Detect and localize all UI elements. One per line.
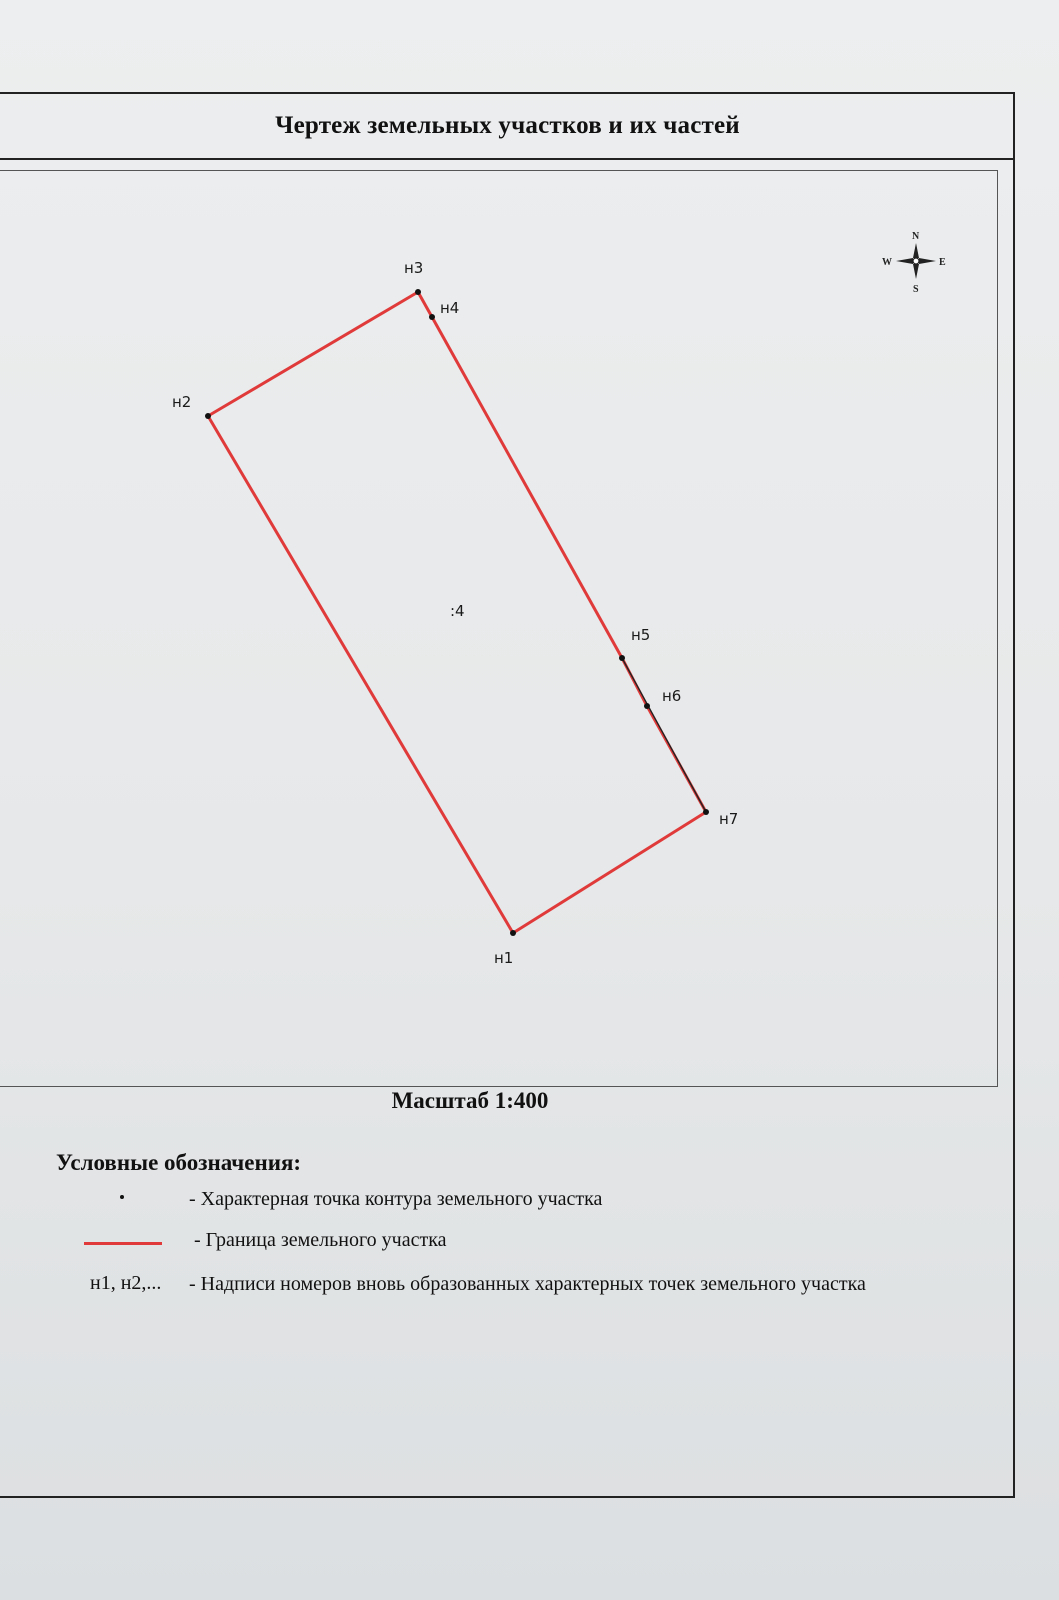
dot-icon xyxy=(120,1195,124,1199)
compass-north-label: N xyxy=(912,231,920,242)
point-marker-h3 xyxy=(415,289,421,295)
boundary-segment-h3-h4 xyxy=(418,292,432,317)
legend-item-boundary xyxy=(0,1228,1000,1260)
boundary-segment-h7-h1 xyxy=(513,812,706,933)
point-marker-h5 xyxy=(619,655,625,661)
legend-item-point xyxy=(0,1188,1000,1220)
point-marker-h1 xyxy=(510,930,516,936)
boundary-segment-h1-h2 xyxy=(208,416,513,933)
legend-symbol-labels: н1, н2,... xyxy=(90,1272,162,1294)
point-marker-h2 xyxy=(205,413,211,419)
compass-east-label: E xyxy=(939,257,946,268)
boundary-segment-h2-h3 xyxy=(208,292,418,416)
document-title: Чертеж земельных участков и их частей xyxy=(275,112,740,139)
compass-south-label: S xyxy=(913,284,919,295)
adjacent-boundary-line xyxy=(622,658,706,812)
legend-text-labels: - Надписи номеров вновь образованных характерных точек земельного участка xyxy=(189,1273,866,1295)
point-label-h4: н4 xyxy=(440,299,460,317)
point-label-h3: н3 xyxy=(404,259,424,277)
drawing-area xyxy=(0,170,998,1087)
point-label-h7: н7 xyxy=(719,810,739,828)
compass-center xyxy=(913,258,919,264)
legend-title: Условные обозначения: xyxy=(56,1150,302,1175)
compass-arrow-west xyxy=(896,258,913,264)
legend-item-labels xyxy=(0,1272,1000,1304)
parcel-number-label: :4 xyxy=(450,602,465,620)
compass-arrow-south xyxy=(913,264,919,279)
red-line-icon xyxy=(84,1242,162,1245)
point-label-h1: н1 xyxy=(494,949,514,967)
title-bar xyxy=(0,92,1015,160)
compass-west-label: W xyxy=(882,257,892,268)
compass-arrow-north xyxy=(913,243,919,258)
point-label-h2: н2 xyxy=(172,393,192,411)
point-label-h5: н5 xyxy=(631,626,651,644)
legend-text-boundary: - Граница земельного участка xyxy=(194,1229,447,1251)
point-marker-h7 xyxy=(703,809,709,815)
compass-arrow-east xyxy=(919,258,936,264)
point-marker-h4 xyxy=(429,314,435,320)
parcel-drawing xyxy=(0,171,998,1088)
point-marker-h6 xyxy=(644,703,650,709)
point-label-h6: н6 xyxy=(662,687,682,705)
legend-text-point: - Характерная точка контура земельного участка xyxy=(189,1188,603,1210)
scale-label: Масштаб 1:400 xyxy=(391,1088,549,1113)
compass-rose-icon xyxy=(882,231,946,295)
